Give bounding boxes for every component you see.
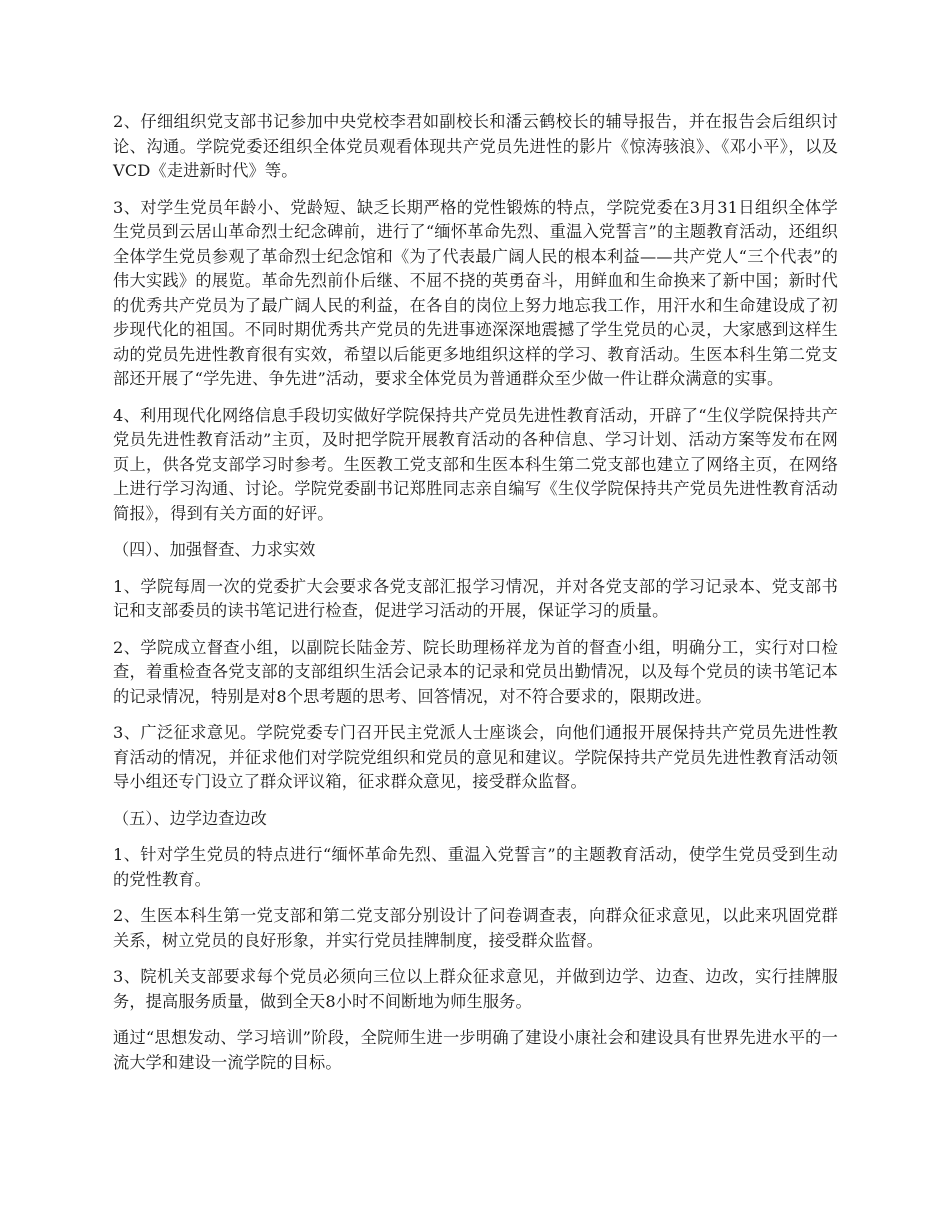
paragraph-item-4-network: 4、利用现代化网络信息手段切实做好学院保持共产党员先进性教育活动，开辟了“生仪学院保持共产党员先进性教育活动”主页，及时把学院开展教育活动的各种信息、学习计划、活动方案等发布在网页上，供各党支部学习时参考。生医教工党支部和生医本科生第二党支部也建立了网络主页，在网络上进行学习沟通、讨论。学院党委副书记郑胜同志亲自编写《生仪学院保持共产党员先进性教育活动简报》，得到有关方面的好评。 [113,405,838,523]
paragraph-item-2-questionnaire: 2、生医本科生第一党支部和第二党支部分别设计了问卷调查表，向群众征求意见，以此来巩固党群关系，树立党员的良好形象，并实行党员挂牌制度，接受群众监督。 [113,906,838,950]
paragraph-item-1-theme-education: 1、针对学生党员的特点进行“缅怀革命先烈、重温入党誓言”的主题教育活动，使学生党员受到生动的党性教育。 [113,845,838,889]
paragraph-item-3-opinions: 3、广泛征求意见。学院党委专门召开民主党派人士座谈会，向他们通报开展保持共产党员先进性教育活动的情况，并征求他们对学院党组织和党员的意见和建议。学院保持共产党员先进性教育活动领导小组还专门设立了群众评议箱，征求群众意见，接受群众监督。 [113,723,838,791]
paragraph-item-3-service: 3、院机关支部要求每个党员必须向三位以上群众征求意见，并做到边学、边查、边改，实行挂牌服务，提高服务质量，做到全天8小时不间断地为师生服务。 [113,967,838,1011]
section-heading-5: （五）、边学边查边改 [113,808,267,828]
paragraph-item-3-student-education: 3、对学生党员年龄小、党龄短、缺乏长期严格的党性锻炼的特点，学院党委在3月31日组织全体学生党员到云居山革命烈士纪念碑前，进行了“缅怀革命先烈、重温入党誓言”的主题教育活动，还组织全体学生党员参观了革命烈士纪念馆和《为了代表最广阔人民的根本利益——共产党人“三个代表”的伟大实践》的展览。革命先烈前仆后继、不屈不挠的英勇奋斗，用鲜血和生命换来了新中国；新时代的优秀共产党员为了最广阔人民的利益，在各自的岗位上努力地忘我工作，用汗水和生命建设成了初步现代化的祖国。不同时期优秀共产党员的先进事迹深深地震撼了学生党员的心灵，大家感到这样生动的党员先进性教育很有实效，希望以后能更多地组织这样的学习、教育活动。生医本科生第二党支部还开展了“学先进、争先进”活动，要求全体党员为普通群众至少做一件让群众满意的实事。 [113,197,838,388]
paragraph-item-1-meetings: 1、学院每周一次的党委扩大会要求各党支部汇报学习情况，并对各党支部的学习记录本、党支部书记和支部委员的读书笔记进行检查，促进学习活动的开展，保证学习的质量。 [113,576,838,620]
paragraph-item-2-inspection: 2、学院成立督查小组，以副院长陆金芳、院长助理杨祥龙为首的督查小组，明确分工，实行对口检查，着重检查各党支部的支部组织生活会记录本的记录和党员出勤情况，以及每个党员的读书笔记本的记录情况，特别是对8个思考题的思考、回答情况，对不符合要求的，限期改进。 [113,637,838,706]
section-heading-4: （四）、加强督查、力求实效 [113,540,316,559]
paragraph-conclusion: 通过“思想发动、学习培训”阶段，全院师生进一步明确了建设小康社会和建设具有世界先进水平的一流大学和建设一流学院的目标。 [113,1028,838,1072]
paragraph-item-2-lectures: 2、仔细组织党支部书记参加中央党校李君如副校长和潘云鹤校长的辅导报告，并在报告会后组织讨论、沟通。学院党委还组织全体党员观看体现共产党员先进性的影片《惊涛骇浪》、《邓小平》，以及VCD《走进新时代》等。 [113,112,838,180]
